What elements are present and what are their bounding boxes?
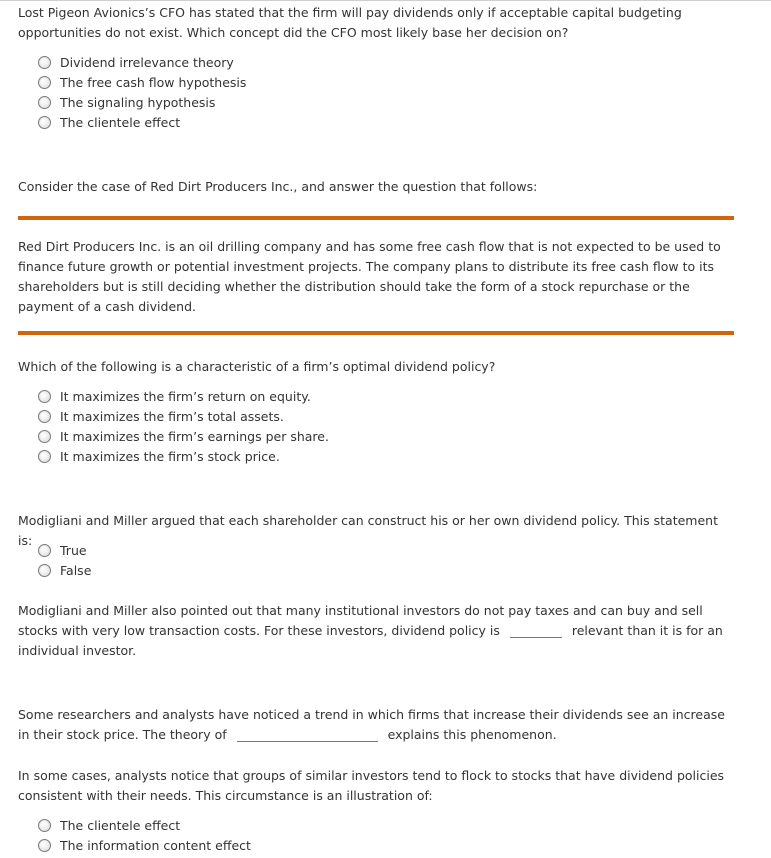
radio-button[interactable] — [38, 564, 51, 577]
radio-button[interactable] — [38, 544, 51, 557]
q1-option-free-cash-flow[interactable]: The free cash flow hypothesis — [38, 72, 246, 92]
q6-option-clientele[interactable]: The clientele effect — [38, 815, 251, 835]
radio-button[interactable] — [38, 450, 51, 463]
question-4-text-after: relevant than it is for an individual investor. — [18, 623, 723, 658]
radio-button[interactable] — [38, 390, 51, 403]
question-2-options — [38, 386, 329, 466]
radio-button[interactable] — [38, 410, 51, 423]
case-intro: Consider the case of Red Dirt Producers Inc., and answer the question that follows: — [18, 179, 538, 194]
q2-option-earnings-per-share[interactable]: It maximizes the firm’s earnings per share. — [38, 426, 329, 446]
question-1-options — [38, 52, 246, 132]
q1-option-dividend-irrelevance[interactable]: Dividend irrelevance theory — [38, 52, 246, 72]
q3-option-true[interactable]: True — [38, 540, 91, 560]
q1-option-signaling[interactable]: The signaling hypothesis — [38, 92, 246, 112]
q6-option-information-content[interactable]: The information content effect — [38, 835, 251, 855]
radio-button[interactable] — [38, 56, 51, 69]
q2-option-return-on-equity[interactable]: It maximizes the firm’s return on equity. — [38, 386, 329, 406]
q4-fill-in-blank[interactable] — [510, 623, 562, 638]
question-2-text: Which of the following is a characteristic of a firm’s optimal dividend policy? — [18, 359, 496, 374]
question-5-text-after: explains this phenomenon. — [387, 727, 557, 742]
question-6-text: In some cases, analysts notice that groups of similar investors tend to flock to stocks that have dividend policies consistent with their needs. This circumstance is an illustration of: — [18, 768, 725, 803]
case-divider-bottom — [18, 331, 734, 335]
radio-button[interactable] — [38, 116, 51, 129]
question-6-options — [38, 815, 251, 855]
case-body: Red Dirt Producers Inc. is an oil drilling company and has some free cash flow that is not expected to be used to finance future growth or potential investment projects. The company plans to distribute its free cash flow to its shareholders but is still deciding whether the distribution should take the form of a stock repurchase or the payment of a cash dividend. — [18, 239, 721, 314]
question-5-text-before: Some researchers and analysts have noticed a trend in which firms that increase their dividends see an increase in their stock price. The theory of — [18, 707, 725, 742]
top-border — [0, 0, 771, 1]
question-3-text: Modigliani and Miller argued that each shareholder can construct his or her own dividend policy. This statement is: — [18, 513, 718, 548]
question-3-options — [38, 540, 91, 580]
question-4 — [18, 601, 734, 661]
case-divider-top — [18, 216, 734, 220]
q2-option-stock-price[interactable]: It maximizes the firm’s stock price. — [38, 446, 329, 466]
radio-button[interactable] — [38, 76, 51, 89]
question-5 — [18, 705, 734, 745]
q1-option-clientele[interactable]: The clientele effect — [38, 112, 246, 132]
radio-button[interactable] — [38, 819, 51, 832]
q2-option-total-assets[interactable]: It maximizes the firm’s total assets. — [38, 406, 329, 426]
question-4-text-before: Modigliani and Miller also pointed out that many institutional investors do not pay taxes and can buy and sell stocks with very low transaction costs. For these investors, dividend policy is — [18, 603, 703, 638]
q3-option-false[interactable]: False — [38, 560, 91, 580]
question-1-text: Lost Pigeon Avionics’s CFO has stated that the firm will pay dividends only if acceptable capital budgeting opportunities do not exist. Which concept did the CFO most likely base her decision on? — [18, 5, 682, 40]
radio-button[interactable] — [38, 839, 51, 852]
q5-fill-in-blank[interactable] — [237, 727, 378, 742]
radio-button[interactable] — [38, 430, 51, 443]
radio-button[interactable] — [38, 96, 51, 109]
